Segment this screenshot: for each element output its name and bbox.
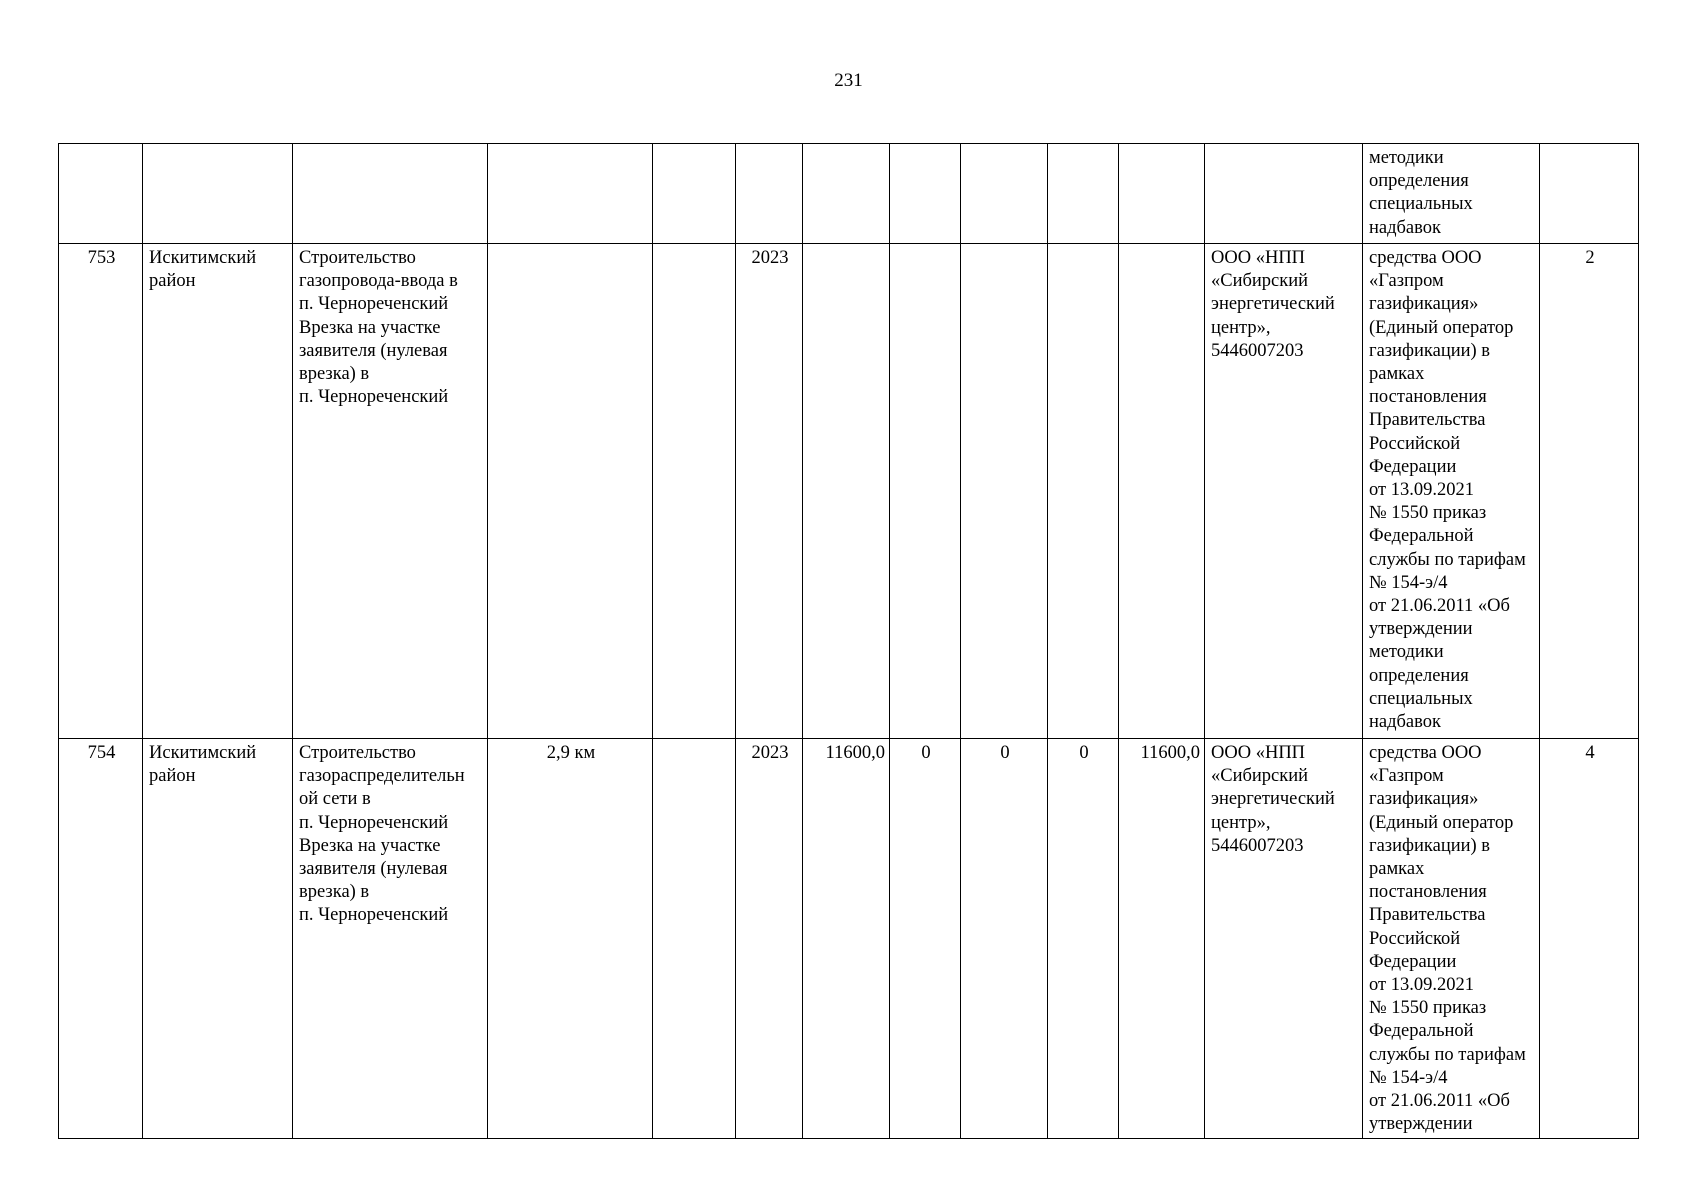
table-row [59, 144, 1639, 244]
cell-value-4: 11600,0 [1119, 739, 1205, 1139]
cell-year [736, 144, 803, 244]
cell-value-3: 0 [1048, 739, 1119, 1139]
cell-object: Строительство газопровода-ввода в п. Чернореченский Врезка на участке заявителя (нулевая врезка) в п. Чернореченский [293, 244, 488, 739]
cell-capacity [488, 244, 653, 739]
cell-last: 4 [1540, 739, 1639, 1139]
cell-organization: ООО «НПП «Сибирский энергетический центр», 5446007203 [1205, 739, 1363, 1139]
cell-value-4 [1119, 244, 1205, 739]
table-row [59, 244, 1639, 739]
cell-district: Искитимский район [143, 739, 293, 1139]
cell-value-2 [961, 144, 1048, 244]
cell-object [293, 144, 488, 244]
cell-last [1540, 144, 1639, 244]
cell-organization [1205, 144, 1363, 244]
cell-column-5 [653, 739, 736, 1139]
cell-value-1 [890, 244, 961, 739]
cell-object: Строительство газораспределительн ой сети в п. Чернореченский Врезка на участке заявителя (нулевая врезка) в п. Чернореченский [293, 739, 488, 1139]
cell-total [803, 244, 890, 739]
cell-last: 2 [1540, 244, 1639, 739]
cell-value-2 [961, 244, 1048, 739]
cell-district: Искитимский район [143, 244, 293, 739]
cell-number: 753 [59, 244, 143, 739]
cell-capacity: 2,9 км [488, 739, 653, 1139]
cell-total [803, 144, 890, 244]
cell-year: 2023 [736, 244, 803, 739]
cell-total: 11600,0 [803, 739, 890, 1139]
cell-capacity [488, 144, 653, 244]
cell-value-1 [890, 144, 961, 244]
cell-funding-source: методики определения специальных надбавок [1363, 144, 1540, 244]
cell-value-3 [1048, 144, 1119, 244]
cell-value-4 [1119, 144, 1205, 244]
cell-funding-source: средства ООО «Газпром газификация» (Единый оператор газификации) в рамках постановления Правительства Российской Федерации от 13.09.2021 № 1550 приказ Федеральной службы по тарифам № 154-э/4 от 21.06.2011 «Об утверждении методики определения специальных надбавок [1363, 244, 1540, 739]
cell-year: 2023 [736, 739, 803, 1139]
table-row [59, 739, 1639, 1139]
cell-column-5 [653, 144, 736, 244]
cell-district [143, 144, 293, 244]
cell-organization: ООО «НПП «Сибирский энергетический центр», 5446007203 [1205, 244, 1363, 739]
cell-number: 754 [59, 739, 143, 1139]
cell-value-2: 0 [961, 739, 1048, 1139]
cell-number [59, 144, 143, 244]
cell-funding-source: средства ООО «Газпром газификация» (Единый оператор газификации) в рамках постановления Правительства Российской Федерации от 13.09.2021 № 1550 приказ Федеральной службы по тарифам № 154-э/4 от 21.06.2011 «Об утверждении [1363, 739, 1540, 1139]
page-number: 231 [834, 70, 863, 91]
cell-value-3 [1048, 244, 1119, 739]
cell-value-1: 0 [890, 739, 961, 1139]
cell-column-5 [653, 244, 736, 739]
data-table [58, 143, 1639, 1139]
